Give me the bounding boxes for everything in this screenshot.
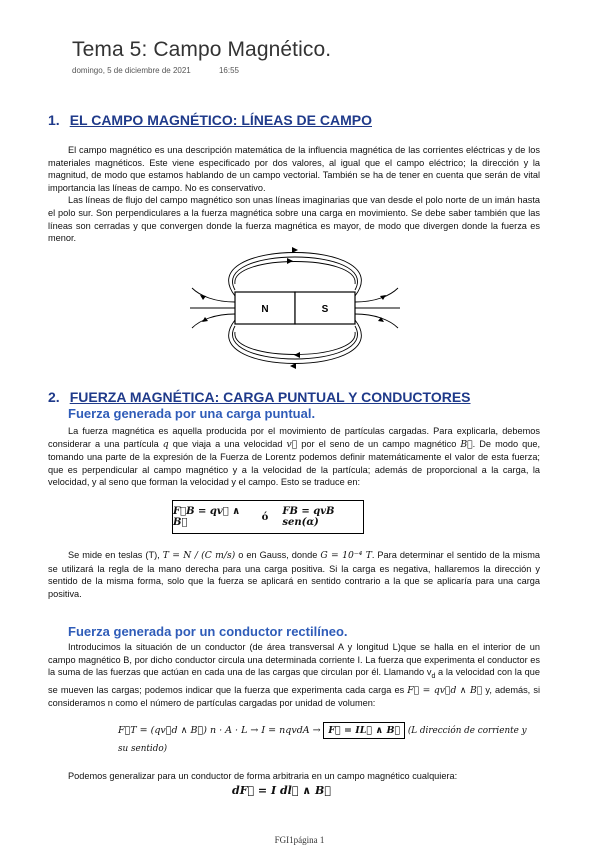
formula-or: ó: [261, 511, 269, 523]
text-fragment: o en Gauss, donde: [235, 550, 321, 560]
point-charge-body: [48, 425, 540, 489]
section-1-number: 1.: [48, 112, 60, 128]
text-fragment: a la velocidad con la que se mueven las cargas; podemos indicar que la fuerza que experimenta cada carga es: [48, 667, 541, 695]
section-1-body: [48, 144, 540, 245]
conductor-body: [48, 641, 540, 710]
charge-symbol: q: [162, 438, 169, 450]
text-fragment: Se mide en teslas (T),: [68, 550, 163, 560]
units-paragraph: [48, 549, 540, 600]
subscript: d: [431, 673, 436, 681]
conductor-paragraph: [48, 641, 540, 710]
section-1-heading: [48, 112, 372, 128]
section-2-number: 2.: [48, 389, 60, 405]
text-fragment: . Para determinar el sentido de la misma se utilizará la regla de la mano derecha para una carga positiva. Si la carga es negativa, hallaremos la dirección y sentido de la misma forma, solo que la fuerza se aplicará en sentido contrario a la que se aplicaría para una carga positiva.: [48, 550, 540, 599]
lorentz-force-formula-box: [172, 500, 364, 534]
page-meta: [72, 66, 239, 75]
text-fragment: que viaja a una velocidad: [168, 438, 287, 449]
field-symbol: B⃗: [460, 438, 473, 450]
subsection-point-charge-heading: Fuerza generada por una carga puntual.: [68, 406, 316, 421]
page-date: domingo, 5 de diciembre de 2021: [72, 66, 191, 75]
tesla-definition: T = N / (C m/s): [162, 550, 236, 561]
north-label: N: [261, 304, 269, 315]
units-body: [48, 549, 540, 600]
page-time: 16:55: [218, 66, 240, 75]
general-force-equation: dF⃗ = I dl⃗ ∧ B⃗: [232, 784, 331, 797]
section-1-paragraph-2: Las líneas de flujo del campo magnético son unas líneas imaginarias que van desde el polo norte de un imán hasta el polo sur. Son perpendiculares a la fuerza magnética sobre una carga en movimiento. Se debe saber también que las líneas son cerradas y que convergen donde la fuerza magnética es mayor, de modo que divergen donde la fuerza es menor.: [48, 195, 540, 244]
south-label: S: [321, 304, 329, 315]
magnet-field-lines-diagram: [190, 244, 400, 372]
text-fragment: por el seno de un campo magnético: [297, 438, 461, 449]
force-per-charge: F⃗ = qv⃗d ∧ B⃗: [407, 684, 483, 696]
text-fragment: Introducimos la situación de un conductor (de área transversal A y longitud L)que se halla en el interior de un campo magnético B, por dicho conductor circula una determinada corriente I. La fuerza que experimenta el conductor es la suma de las fuerzas que actúan en cada una de las cargas que circulan por él. Llamando v: [48, 642, 540, 678]
page-footer: FGI1página 1: [274, 835, 325, 845]
conductor-equation: [118, 722, 538, 758]
text-fragment: La fuerza magnética es aquella producida por el movimiento de partículas cargadas. Para explicarla, debemos considerar a una partícula: [48, 426, 540, 449]
formula-scalar: FB = qvB sen(α): [282, 506, 335, 528]
generalization-text: Podemos generalizar para un conductor de forma arbitraria en un campo magnético cualquiera:: [68, 771, 458, 781]
point-charge-paragraph: [48, 425, 540, 489]
velocity-symbol: v⃗: [286, 438, 298, 450]
equation-derivation: F⃗T = (qv⃗d ∧ B⃗) n · A · L → I = nqvdA →: [118, 725, 321, 736]
gauss-definition: G = 10⁻⁴ T: [320, 550, 372, 561]
page-title: Tema 5: Campo Magnético.: [72, 38, 332, 61]
section-1-title: EL CAMPO MAGNÉTICO: LÍNEAS DE CAMPO: [69, 112, 372, 128]
subsection-conductor-heading: Fuerza generada por un conductor rectilíneo.: [68, 624, 348, 639]
text-fragment: y, además, si consideramos n como el número de partículas cargadas por unidad de volumen:: [48, 684, 540, 709]
equation-boxed-result: F⃗ = IL⃗ ∧ B⃗: [323, 722, 405, 739]
section-1-paragraph-1: El campo magnético es una descripción matemática de la influencia magnética de las corrientes eléctricas y de los materiales magnéticos. Este viene especificado por dos valores, al igual que el campo eléctrico; la dirección y la magnitud, de modo que estamos hablando de un campo vectorial. También se ha de tener en cuenta que serán de vital importancia las líneas de campo. No es conservativo.: [48, 145, 540, 193]
formula-vector: F⃗B = qv⃗ ∧ B⃗: [173, 506, 241, 528]
section-2-title: FUERZA MAGNÉTICA: CARGA PUNTUAL Y CONDUCTORES: [69, 389, 471, 405]
equation-note: (L dirección de corriente y su sentido): [118, 726, 527, 754]
text-fragment: . De modo que, tomando una parte de la expresión de la Fuerza de Lorentz podemos definir matemáticamente el valor de esta fuerza; que es perpendicular al campo magnético y a la velocidad de la partícula; además de proporcional a la carga, la velocidad, y al seno que forman la velocidad y el campo. Esto se traduce en:: [48, 438, 540, 488]
section-2-heading: [48, 389, 471, 405]
